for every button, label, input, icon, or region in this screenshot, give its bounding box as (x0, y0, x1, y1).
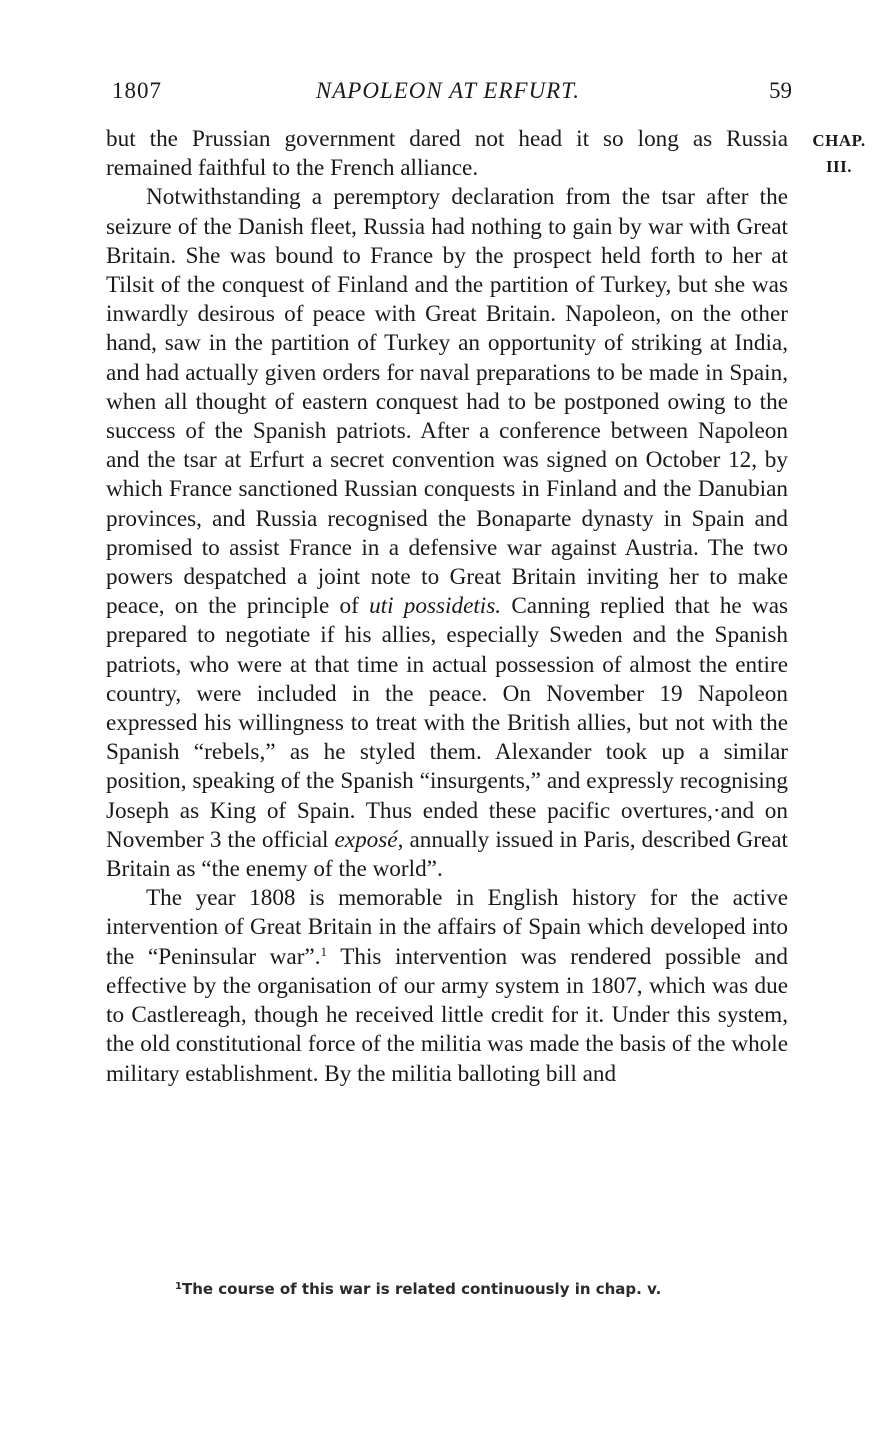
paragraph-2-text-a: Notwithstanding a peremptory declaration from the tsar after the seizure of the Danish fleet, Russia had nothing to gain by war with Great Britain. She was bound to France by the prospect held forth to her at Tilsit of the conquest of Finland and the partition of Turkey, but she was inwardly desirous of peace with Great Britain. Napoleon, on the other hand, saw in the partition of Turkey an opportunity of striking at India, and had actually given orders for naval preparations to be made in Spain, when all thought of eastern conquest had to be postponed owing to the success of the Spanish patriots. After a conference between Napoleon and the tsar at Erfurt a secret convention was signed on October 12, by which France sanctioned Russian conquests in Finland and the Danubian provinces, and Russia recognised the Bonaparte dynasty in Spain and promised to assist France in a defensive war against Austria. The two powers despatched a joint note to Great Britain inviting her to make peace, on the principle of (106, 184, 788, 620)
header-title: NAPOLEON AT ERFURT. (315, 78, 581, 103)
paragraph-1: but the Prussian government dared not head it so long as Russia remained faithful to the French alliance. (106, 126, 788, 182)
paragraph-3 (106, 884, 788, 1088)
footnote (175, 1280, 775, 1298)
italic-expose: exposé, (334, 826, 404, 853)
paragraph-3-text-b: This intervention was rendered possible and effective by the organisation of our army system in 1807, which was due to Castlereagh, though he received little credit for it. Under this system, the old constitutional force of the militia was made the basis of the whole military establishment. By the militia balloting bill and (106, 943, 788, 1087)
paragraph-2-text-c: annually issued in Paris, described Great Britain as “the enemy of the world”. (106, 826, 789, 883)
margin-note-chap: CHAP. (812, 131, 866, 150)
page-number: 59 (769, 78, 792, 103)
paragraph-2-text-b: Canning replied that he was prepared to negotiate if his allies, especially Sweden and the Spanish patriots, who were at that time in actual possession of almost the entire country, were included in the peace. On November 19 Napoleon expressed his willingness to treat with the British allies, but not with the Spanish “rebels,” as he styled them. Alexander took up a similar position, speaking of the Spanish “insurgents,” and expressly recognising Joseph as King of Spain. Thus ended these pacific overtures,·and on November 3 the official (106, 593, 789, 853)
margin-note-number: III. (825, 157, 853, 176)
paragraph-3-text-a: The year 1808 is memorable in English history for the active intervention of Great Britain in the affairs of Spain which developed into the “Peninsular war”. (106, 885, 788, 970)
chapter-margin-note (804, 128, 874, 180)
header-year: 1807 (112, 78, 162, 103)
footnote-marker: 1 (175, 1281, 182, 1292)
italic-uti-possidetis: uti possidetis. (369, 593, 502, 620)
footnote-reference[interactable]: 1 (320, 943, 328, 959)
footnote-text: The course of this war is related continuously in chap. v. (181, 1280, 662, 1298)
paragraph-2 (106, 183, 788, 884)
body-text (106, 125, 788, 1089)
running-header (104, 78, 792, 110)
